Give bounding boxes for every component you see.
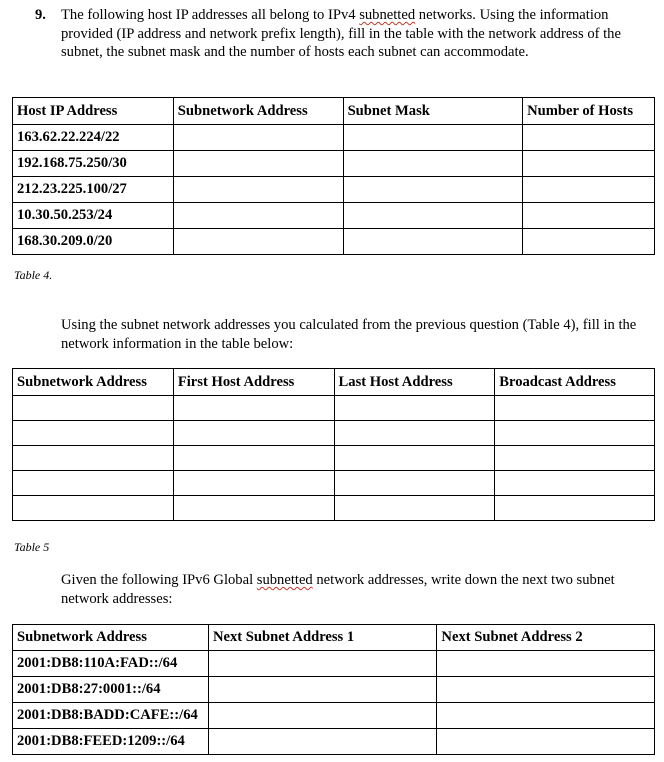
spellcheck-word: subnetted bbox=[359, 7, 416, 23]
table-row bbox=[13, 125, 655, 151]
answer-cell[interactable] bbox=[523, 125, 655, 151]
column-header: Subnet Mask bbox=[343, 98, 523, 125]
ipv6-subnet-cell: 2001:DB8:27:0001::/64 bbox=[13, 677, 209, 703]
column-header: Host IP Address bbox=[13, 98, 174, 125]
table-row bbox=[13, 471, 655, 496]
ipv6-instruction-paragraph: Given the following IPv6 Global subnetted network addresses, write down the next two subnet network addresses: bbox=[61, 572, 615, 607]
answer-cell[interactable] bbox=[495, 421, 655, 446]
table-4-caption: Table 4. bbox=[14, 268, 53, 282]
answer-cell[interactable] bbox=[334, 496, 495, 521]
answer-cell[interactable] bbox=[523, 151, 655, 177]
answer-cell[interactable] bbox=[208, 703, 436, 729]
answer-cell[interactable] bbox=[495, 446, 655, 471]
column-header: Next Subnet Address 1 bbox=[208, 625, 436, 651]
answer-cell[interactable] bbox=[523, 203, 655, 229]
ipv6-subnet-cell: 2001:DB8:FEED:1209::/64 bbox=[13, 729, 209, 755]
answer-cell[interactable] bbox=[208, 677, 436, 703]
column-header: Last Host Address bbox=[334, 369, 495, 396]
column-header: Next Subnet Address 2 bbox=[437, 625, 655, 651]
answer-cell[interactable] bbox=[437, 651, 655, 677]
answer-cell[interactable] bbox=[343, 125, 523, 151]
answer-cell[interactable] bbox=[334, 471, 495, 496]
table-5-caption: Table 5 bbox=[14, 540, 50, 554]
answer-cell[interactable] bbox=[334, 446, 495, 471]
answer-cell[interactable] bbox=[437, 703, 655, 729]
answer-cell[interactable] bbox=[13, 421, 174, 446]
answer-cell[interactable] bbox=[208, 651, 436, 677]
column-header: Broadcast Address bbox=[495, 369, 655, 396]
host-ip-cell: 163.62.22.224/22 bbox=[13, 125, 174, 151]
answer-cell[interactable] bbox=[495, 471, 655, 496]
answer-cell[interactable] bbox=[173, 151, 343, 177]
column-header: Subnetwork Address bbox=[173, 98, 343, 125]
answer-cell[interactable] bbox=[173, 446, 334, 471]
table-row bbox=[13, 703, 655, 729]
ipv6-subnet-cell: 2001:DB8:110A:FAD::/64 bbox=[13, 651, 209, 677]
table-row bbox=[13, 729, 655, 755]
answer-cell[interactable] bbox=[173, 396, 334, 421]
table-row bbox=[13, 396, 655, 421]
answer-cell[interactable] bbox=[173, 229, 343, 255]
answer-cell[interactable] bbox=[173, 203, 343, 229]
answer-cell[interactable] bbox=[208, 729, 436, 755]
answer-cell[interactable] bbox=[437, 729, 655, 755]
answer-cell[interactable] bbox=[334, 396, 495, 421]
column-header: Subnetwork Address bbox=[13, 369, 174, 396]
table-5 bbox=[12, 368, 655, 521]
answer-cell[interactable] bbox=[173, 177, 343, 203]
answer-cell[interactable] bbox=[13, 396, 174, 421]
answer-cell[interactable] bbox=[343, 177, 523, 203]
question-text: The following host IP addresses all belong to IPv4 subnetted networks. Using the information provided (IP address and network prefix length), fill in the table with the network address of the subnet, the subnet mask and the number of hosts each subnet can accommodate. bbox=[61, 7, 621, 60]
answer-cell[interactable] bbox=[173, 421, 334, 446]
answer-cell[interactable] bbox=[343, 229, 523, 255]
answer-cell[interactable] bbox=[523, 229, 655, 255]
table-row bbox=[13, 421, 655, 446]
table-row bbox=[13, 651, 655, 677]
host-ip-cell: 10.30.50.253/24 bbox=[13, 203, 174, 229]
spellcheck-word: subnetted bbox=[256, 572, 313, 588]
column-header: First Host Address bbox=[173, 369, 334, 396]
host-ip-cell: 212.23.225.100/27 bbox=[13, 177, 174, 203]
table-row bbox=[13, 446, 655, 471]
question-number: 9. bbox=[35, 7, 46, 23]
answer-cell[interactable] bbox=[437, 677, 655, 703]
table-row bbox=[13, 496, 655, 521]
column-header: Number of Hosts bbox=[523, 98, 655, 125]
table-row bbox=[13, 151, 655, 177]
table-row bbox=[13, 677, 655, 703]
answer-cell[interactable] bbox=[495, 496, 655, 521]
table-4 bbox=[12, 97, 655, 255]
answer-cell[interactable] bbox=[343, 203, 523, 229]
question-9 bbox=[35, 6, 645, 62]
answer-cell[interactable] bbox=[343, 151, 523, 177]
answer-cell[interactable] bbox=[334, 421, 495, 446]
table-row bbox=[13, 229, 655, 255]
column-header: Subnetwork Address bbox=[13, 625, 209, 651]
answer-cell[interactable] bbox=[523, 177, 655, 203]
answer-cell[interactable] bbox=[173, 125, 343, 151]
ipv6-table bbox=[12, 624, 655, 755]
answer-cell[interactable] bbox=[13, 471, 174, 496]
host-ip-cell: 168.30.209.0/20 bbox=[13, 229, 174, 255]
table-row bbox=[13, 203, 655, 229]
answer-cell[interactable] bbox=[13, 496, 174, 521]
instruction-paragraph: Using the subnet network addresses you calculated from the previous question (Table 4), fill in the network information in the table below: bbox=[61, 317, 637, 352]
answer-cell[interactable] bbox=[173, 471, 334, 496]
answer-cell[interactable] bbox=[495, 396, 655, 421]
answer-cell[interactable] bbox=[173, 496, 334, 521]
host-ip-cell: 192.168.75.250/30 bbox=[13, 151, 174, 177]
table-row bbox=[13, 177, 655, 203]
ipv6-subnet-cell: 2001:DB8:BADD:CAFE::/64 bbox=[13, 703, 209, 729]
answer-cell[interactable] bbox=[13, 446, 174, 471]
